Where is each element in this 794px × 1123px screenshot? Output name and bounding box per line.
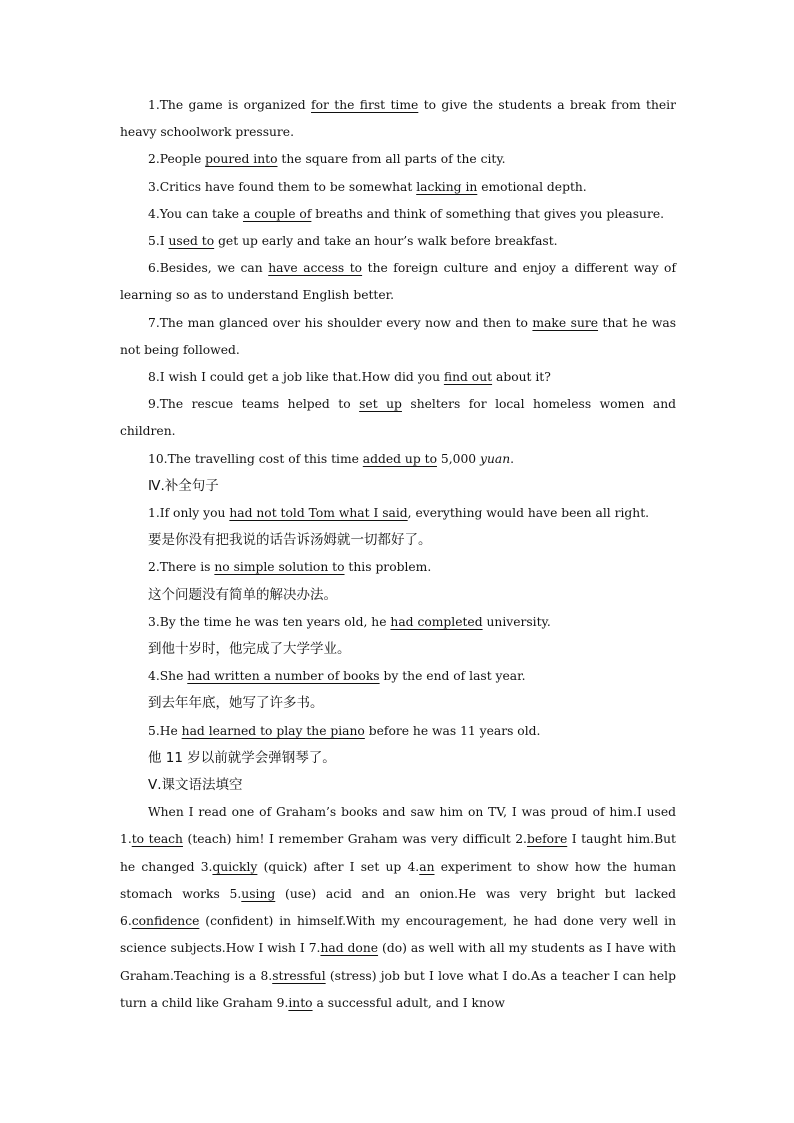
- item-number: 2.: [148, 560, 160, 575]
- passage-text: I taught him.But he changed 3.: [120, 832, 676, 874]
- item-text: .: [510, 451, 515, 466]
- item-text: breaths and think of something that gives you pleasure.: [311, 206, 665, 221]
- item-text: The rescue teams helped to: [159, 397, 360, 412]
- document-page: [120, 92, 676, 1017]
- item-text: If only you: [159, 506, 230, 521]
- exercise-item: [120, 201, 676, 228]
- grammar-fill-passage: [120, 799, 676, 1017]
- item-number: 5.: [148, 723, 160, 738]
- answer-underlined: into: [288, 995, 313, 1010]
- item-text: I: [159, 234, 169, 249]
- item-text: about it?: [492, 370, 551, 385]
- answer-underlined: had completed: [390, 614, 483, 629]
- answer-underlined: no simple solution to: [214, 560, 345, 575]
- chinese-translation: 到他十岁时，他完成了大学学业。: [148, 641, 351, 658]
- item-text: the square from all parts of the city.: [277, 152, 506, 167]
- item-number: 5.: [148, 234, 160, 249]
- exercise-item: [120, 310, 676, 364]
- item-text: to give the students a break from their heavy schoolwork pressure.: [120, 98, 676, 140]
- exercise-item: [120, 228, 676, 255]
- exercise-item: [120, 92, 676, 146]
- exercise-item: [120, 174, 676, 201]
- answer-underlined: before: [526, 832, 568, 847]
- item-number: 2.: [148, 152, 160, 167]
- answer-underlined: had done: [320, 941, 379, 956]
- exercise-item: [120, 554, 676, 581]
- item-text: emotional depth.: [477, 179, 587, 194]
- answer-underlined: for the first time: [311, 98, 419, 112]
- item-number: 3.: [148, 179, 160, 194]
- item-text: The man glanced over his shoulder every now and then to: [159, 315, 533, 330]
- exercise-item: [120, 718, 676, 745]
- item-text: that he was not being followed.: [120, 315, 677, 357]
- item-text: People: [159, 152, 206, 167]
- item-text: university.: [482, 614, 551, 629]
- item-number: 3.: [148, 614, 160, 629]
- answer-underlined: a couple of: [242, 206, 312, 221]
- answer-underlined: make sure: [532, 315, 599, 330]
- item-number: 7.: [148, 315, 160, 330]
- item-text: shelters for local homeless women and children.: [120, 397, 677, 439]
- passage-text: (use) acid and an onion.He was very bright but lacked 6.: [120, 886, 677, 929]
- item-text: Critics have found them to be somewhat: [159, 179, 417, 194]
- item-text: I wish I could get a job like that.How did you: [159, 370, 444, 385]
- passage-text: a successful adult, and I know: [312, 995, 505, 1010]
- passage-text: (do) as well with all my students as I have with Graham.Teaching is a 8.: [120, 941, 676, 983]
- item-number: 10.: [148, 451, 168, 466]
- answer-underlined: added up to: [362, 451, 437, 466]
- item-text: the foreign culture and enjoy a different way of learning so as to understand English better.: [120, 261, 676, 303]
- passage-text: experiment to show how the human stomach works 5.: [120, 859, 676, 901]
- passage-text: (stress) job but I love what I do.As a teacher I can help turn a child like Graham 9.: [120, 968, 676, 1010]
- item-text: Besides, we can: [159, 261, 269, 276]
- answer-underlined: using: [241, 886, 276, 901]
- item-number: 1.: [148, 98, 160, 112]
- answer-underlined: confidence: [131, 914, 200, 929]
- exercise-item: [120, 663, 676, 690]
- section-4-heading: Ⅳ.补全句子: [148, 477, 219, 494]
- phrase-fill-section: [120, 92, 676, 473]
- item-text: 5,000: [436, 451, 481, 466]
- chinese-translation: 这个问题没有简单的解决办法。: [148, 586, 337, 603]
- item-text: By the time he was ten years old, he: [159, 614, 391, 629]
- exercise-item: [120, 255, 676, 309]
- passage-text: (confident) in himself.With my encouragement, he had done very well in science subjects.How I wish I 7.: [120, 914, 676, 956]
- chinese-translation: 要是你没有把我说的话告诉汤姆就一切都好了。: [148, 532, 432, 549]
- answer-underlined: have access to: [268, 261, 363, 276]
- answer-underlined: had not told Tom what I said: [229, 506, 408, 521]
- item-text: before he was 11 years old.: [364, 723, 541, 738]
- section-5-heading: Ⅴ.课文语法填空: [148, 777, 243, 794]
- answer-underlined: find out: [443, 370, 493, 385]
- exercise-item: [120, 146, 676, 173]
- item-text: by the end of last year.: [379, 669, 526, 684]
- item-text: You can take: [159, 206, 243, 221]
- exercise-item: [120, 500, 676, 527]
- chinese-translation: 到去年年底，她写了许多书。: [148, 695, 324, 712]
- passage-text: (quick) after I set up 4.: [257, 859, 420, 874]
- item-number: 4.: [148, 206, 160, 221]
- item-number: 4.: [148, 669, 160, 684]
- answer-underlined: quickly: [212, 859, 258, 874]
- item-number: 8.: [148, 370, 160, 385]
- item-text: The game is organized: [159, 98, 312, 112]
- item-text: She: [159, 669, 188, 684]
- item-text: The travelling cost of this time: [167, 451, 363, 466]
- exercise-item: [120, 609, 676, 636]
- answer-underlined: an: [419, 859, 435, 874]
- answer-underlined: to teach: [131, 832, 183, 847]
- item-number: 6.: [148, 261, 160, 276]
- item-text: get up early and take an hour’s walk before breakfast.: [214, 234, 558, 249]
- answer-underlined: had learned to play the piano: [181, 723, 365, 738]
- answer-underlined: used to: [168, 234, 215, 249]
- item-number: 1.: [148, 506, 160, 521]
- item-text: There is: [159, 560, 215, 575]
- item-number: 9.: [148, 397, 160, 412]
- item-text-italic: yuan: [480, 451, 511, 466]
- exercise-item: [120, 446, 676, 473]
- item-text: He: [159, 723, 182, 738]
- sentence-completion-section: [120, 500, 676, 772]
- exercise-item: [120, 364, 676, 391]
- answer-underlined: stressful: [272, 968, 326, 983]
- answer-underlined: lacking in: [416, 179, 478, 194]
- chinese-translation: 他 11 岁以前就学会弹钢琴了。: [148, 749, 336, 766]
- passage-text: When I read one of Graham’s books and saw him on TV, I was proud of him.I used 1.: [120, 805, 676, 847]
- passage-text: (teach) him! I remember Graham was very difficult 2.: [182, 832, 527, 847]
- exercise-item: [120, 391, 676, 445]
- answer-underlined: poured into: [205, 152, 278, 167]
- answer-underlined: had written a number of books: [187, 669, 380, 684]
- answer-underlined: set up: [359, 397, 402, 412]
- item-text: , everything would have been all right.: [407, 506, 650, 521]
- item-text: this problem.: [344, 560, 432, 575]
